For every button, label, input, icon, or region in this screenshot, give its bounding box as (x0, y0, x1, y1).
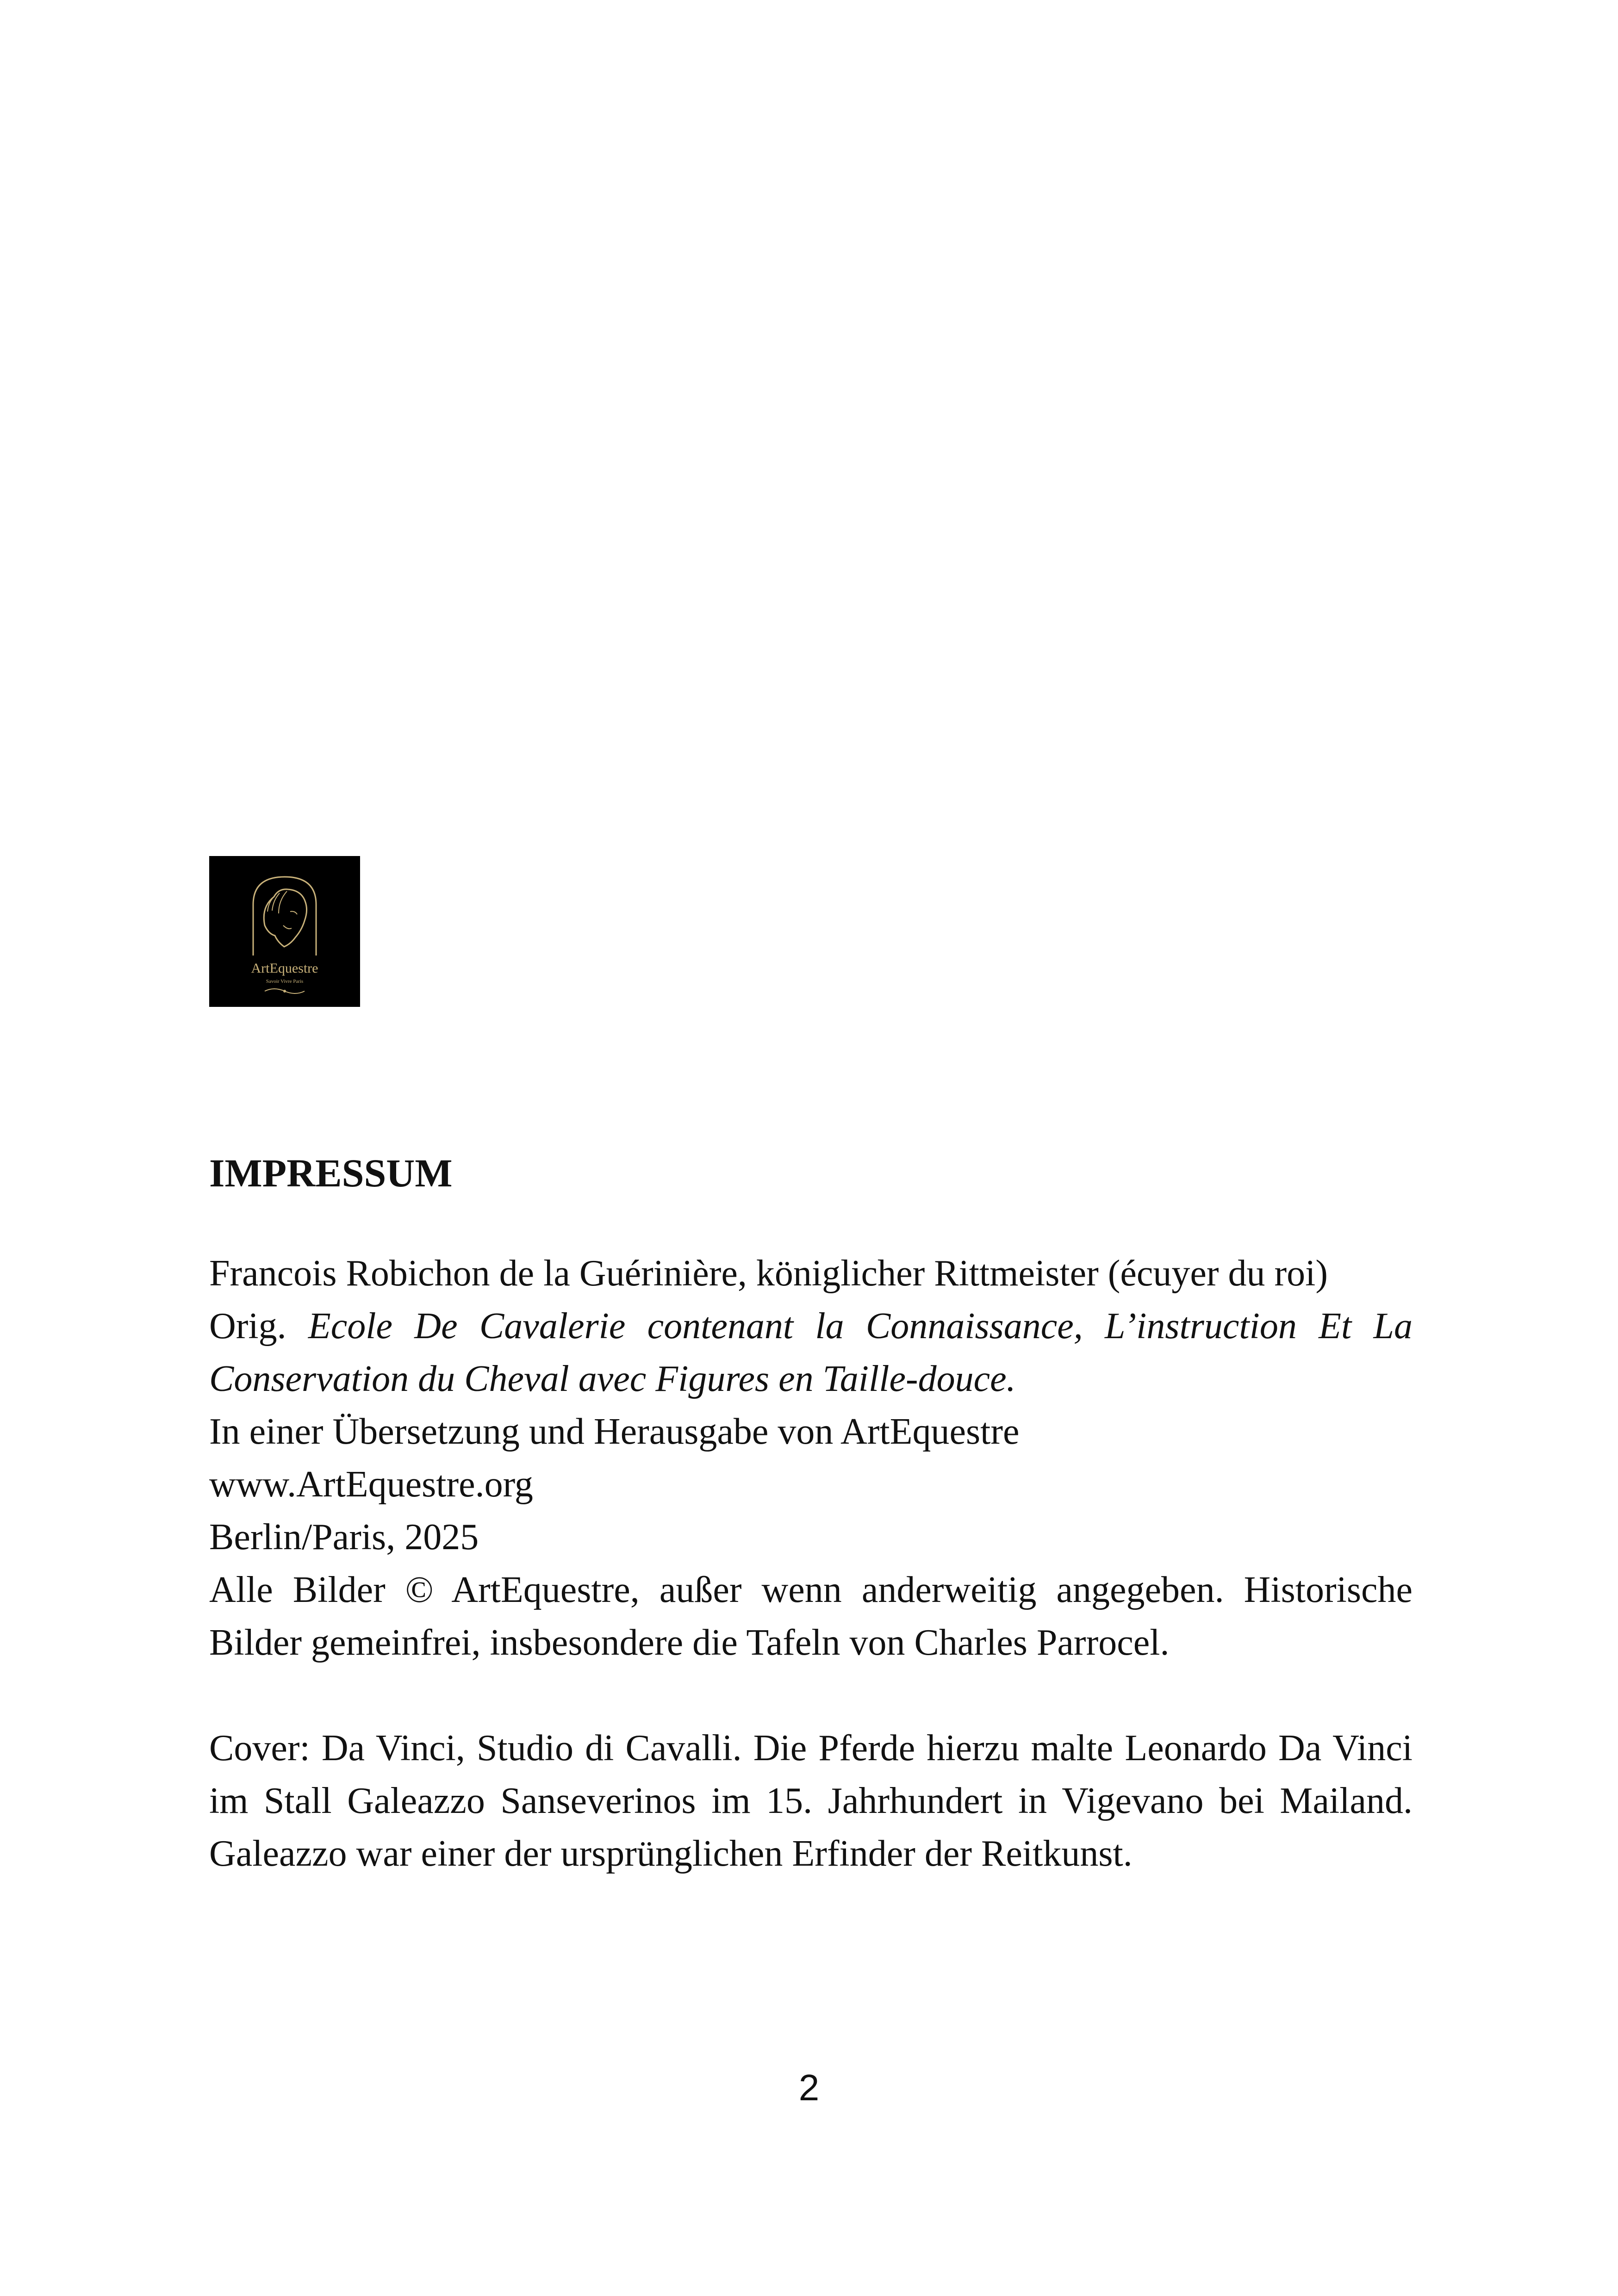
artequestre-logo (209, 856, 360, 1007)
logo-tagline-text: Savoir Vivre Paris (266, 979, 304, 984)
page-number: 2 (798, 2067, 820, 2108)
orig-prefix: Orig. (209, 1306, 286, 1347)
website-link[interactable]: www.ArtEquestre.org (209, 1464, 533, 1505)
place-year-line: Berlin/Paris, 2025 (209, 1517, 479, 1558)
rights-notice: Alle Bilder © ArtEquestre, außer wenn anderweitig angegeben. Historische Bilder gemeinfrei, insbesondere die Tafeln von Charles Parrocel. (209, 1570, 1413, 1663)
paragraph-gap (209, 1669, 1413, 1722)
original-title-line (209, 1300, 1413, 1405)
horse-head-logo-icon (209, 856, 360, 1007)
original-title: Ecole De Cavalerie contenant la Connaissance, L’instruction Et La Conservation du Cheval avec Figures en Taille-douce. (209, 1306, 1413, 1399)
impressum-heading: IMPRESSUM (209, 1151, 453, 1195)
author-line: Francois Robichon de la Guérinière, königlicher Rittmeister (écuyer du roi) (209, 1253, 1328, 1294)
impressum-section (209, 1148, 1413, 1880)
cover-note: Cover: Da Vinci, Studio di Cavalli. Die Pferde hierzu malte Leonardo Da Vinci im Stall Galeazzo Sanseverinos im 15. Jahrhundert in Vigevano bei Mailand. Galeazzo war einer der ursprünglichen Erfinder der Reitkunst. (209, 1728, 1413, 1874)
translation-line: In einer Übersetzung und Herausgabe von ArtEquestre (209, 1411, 1020, 1452)
logo-name-text: ArtEquestre (251, 961, 318, 976)
